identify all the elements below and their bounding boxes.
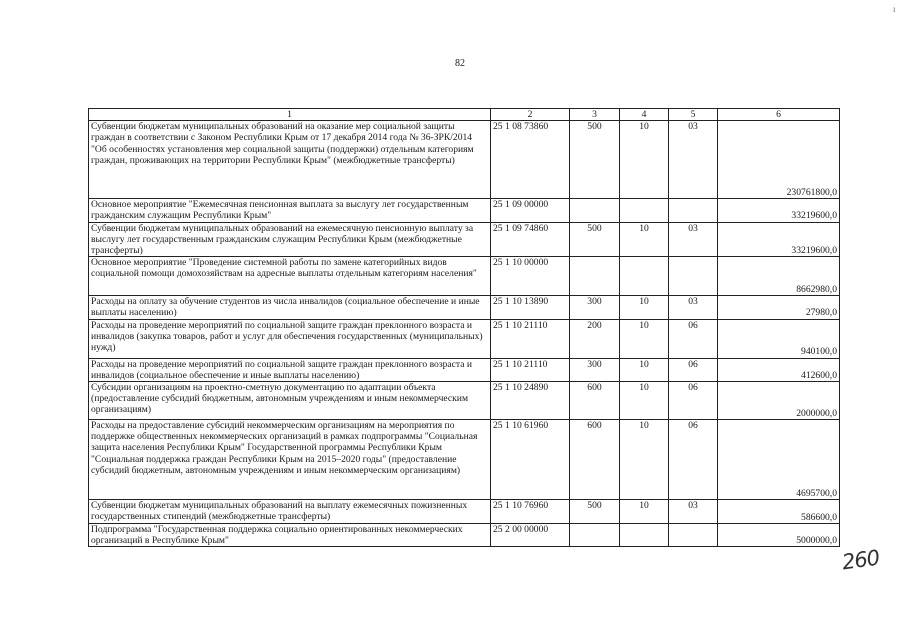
table-row [89,382,840,420]
row-target-article-cell: 25 1 10 21110 [491,358,570,381]
row-amount-cell: 33219600,0 [718,199,840,222]
row-section-cell: 10 [620,500,669,524]
row-name-cell: Расходы на предоставление субсидий некоммерческим организациям на мероприятия по поддержке общественных некоммерческих организаций в рамках подпрограммы "Социальная защита населения Республики Крым" Государственной программы Республики Крым "Социальная поддержка граждан Республики Крым на 2015–2020 годы" (предоставление субсидий бюджетным, автономным учреждениям и иным некоммерческим организациям) [89,420,491,500]
row-expense-type-cell: 500 [570,121,620,199]
row-target-article-cell: 25 1 10 76960 [491,500,570,524]
row-name-cell: Расходы на проведение мероприятий по социальной защите граждан преклонного возраста и инвалидов (закупка товаров, работ и услуг для обеспечения государственных (муниципальных) нужд) [89,319,491,358]
row-target-article-cell: 25 1 09 00000 [491,199,570,222]
row-expense-type-cell [570,524,620,547]
column-header: 6 [718,109,840,121]
row-subsection-cell [669,257,718,296]
row-name-cell: Расходы на проведение мероприятий по социальной защите граждан преклонного возраста и инвалидов (социальное обеспечение и иные выплаты населению) [89,358,491,381]
row-expense-type-cell: 300 [570,296,620,319]
row-target-article-cell: 25 1 10 13890 [491,296,570,319]
row-amount-cell: 5000000,0 [718,524,840,547]
row-name-cell: Субвенции бюджетам муниципальных образований на ежемесячную пенсионную выплату за выслугу лет государственным гражданским служащим Республики Крым (межбюджетные трансферты) [89,222,491,257]
row-subsection-cell [669,199,718,222]
row-name-cell: Основное мероприятие "Ежемесячная пенсионная выплата за выслугу лет государственным гражданским служащим Республики Крым" [89,199,491,222]
row-section-cell: 10 [620,121,669,199]
table-row [89,420,840,500]
row-target-article-cell: 25 1 10 61960 [491,420,570,500]
column-header: 3 [570,109,620,121]
handwritten-page-mark: 260 [840,545,881,575]
row-amount-cell: 33219600,0 [718,222,840,257]
row-expense-type-cell: 500 [570,222,620,257]
row-section-cell: 10 [620,382,669,420]
row-expense-type-cell: 500 [570,500,620,524]
row-target-article-cell: 25 1 09 74860 [491,222,570,257]
budget-table [88,108,840,547]
table-header-row [89,109,840,121]
row-subsection-cell: 06 [669,420,718,500]
row-section-cell: 10 [620,296,669,319]
row-amount-cell: 412600,0 [718,358,840,381]
row-name-cell: Расходы на оплату за обучение студентов из числа инвалидов (социальное обеспечение и иные выплаты населению) [89,296,491,319]
row-section-cell: 10 [620,358,669,381]
table-row [89,199,840,222]
row-expense-type-cell [570,199,620,222]
row-section-cell [620,257,669,296]
row-expense-type-cell [570,257,620,296]
row-name-cell: Субвенции бюджетам муниципальных образований на оказание мер социальной защиты граждан в соответствии с Законом Республики Крым от 17 декабря 2014 года № 36-ЗРК/2014 "Об особенностях установления мер социальной защиты (поддержки) отдельным категориям граждан, проживающих на территории Республики Крым" (межбюджетные трансферты) [89,121,491,199]
column-header: 4 [620,109,669,121]
row-amount-cell: 8662980,0 [718,257,840,296]
row-expense-type-cell: 200 [570,319,620,358]
column-header: 5 [669,109,718,121]
row-section-cell [620,524,669,547]
row-subsection-cell: 06 [669,319,718,358]
row-amount-cell: 230761800,0 [718,121,840,199]
row-amount-cell: 940100,0 [718,319,840,358]
page-number: 82 [455,58,465,69]
row-target-article-cell: 25 1 10 21110 [491,319,570,358]
row-subsection-cell: 03 [669,222,718,257]
column-header: 1 [89,109,491,121]
row-amount-cell: 2000000,0 [718,382,840,420]
row-section-cell: 10 [620,420,669,500]
row-name-cell: Основное мероприятие "Проведение системной работы по замене категорийных видов социальной помощи домохозяйствам на адресные выплаты отдельным категориям населения" [89,257,491,296]
row-expense-type-cell: 300 [570,358,620,381]
table-row [89,257,840,296]
row-subsection-cell: 06 [669,382,718,420]
corner-mark: ı [893,4,896,14]
row-subsection-cell: 03 [669,121,718,199]
row-amount-cell: 4695700,0 [718,420,840,500]
row-section-cell: 10 [620,319,669,358]
row-subsection-cell [669,524,718,547]
row-subsection-cell: 03 [669,296,718,319]
row-section-cell: 10 [620,222,669,257]
row-name-cell: Подпрограмма "Государственная поддержка социально ориентированных некоммерческих организаций в Республике Крым" [89,524,491,547]
row-expense-type-cell: 600 [570,420,620,500]
table-row [89,500,840,524]
row-amount-cell: 27980,0 [718,296,840,319]
row-expense-type-cell: 600 [570,382,620,420]
table-row [89,358,840,381]
row-target-article-cell: 25 1 08 73860 [491,121,570,199]
row-subsection-cell: 03 [669,500,718,524]
table-row [89,296,840,319]
table-row [89,524,840,547]
row-target-article-cell: 25 1 10 00000 [491,257,570,296]
table-row [89,319,840,358]
row-amount-cell: 586600,0 [718,500,840,524]
row-subsection-cell: 06 [669,358,718,381]
row-target-article-cell: 25 1 10 24890 [491,382,570,420]
row-section-cell [620,199,669,222]
row-name-cell: Субсидии организациям на проектно-сметную документацию по адаптации объекта (предоставление субсидий бюджетным, автономным учреждениям и иным некоммерческим организациям) [89,382,491,420]
table-row [89,222,840,257]
column-header: 2 [491,109,570,121]
row-name-cell: Субвенции бюджетам муниципальных образований на выплату ежемесячных пожизненных государственных стипендий (межбюджетные трансферты) [89,500,491,524]
table-row [89,121,840,199]
row-target-article-cell: 25 2 00 00000 [491,524,570,547]
